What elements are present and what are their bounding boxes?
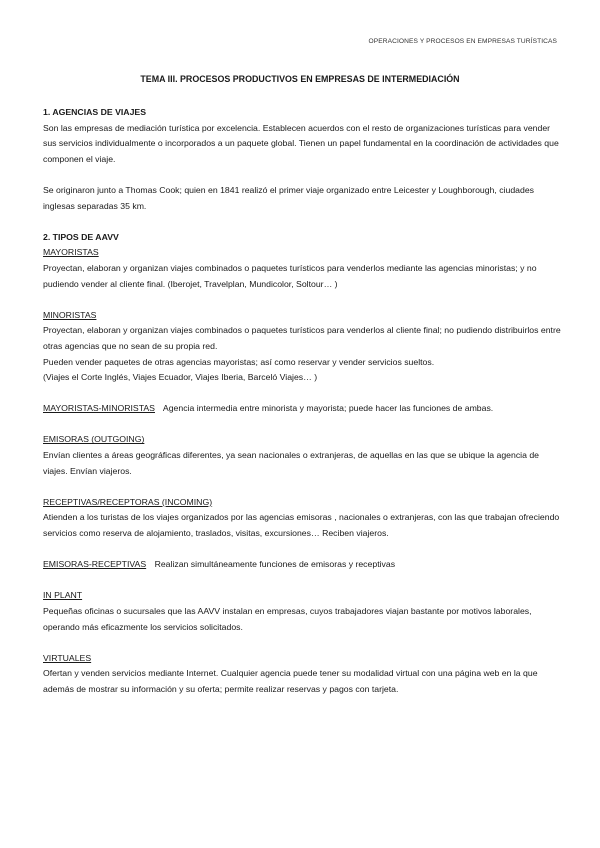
text-emisoras: Envían clientes a áreas geográficas diferentes, ya sean nacionales o extranjeras, de aquellas en las que se ubique la agencia de viajes. Envían viajeros. bbox=[43, 450, 539, 476]
subheading-mayoristas-minoristas: MAYORISTAS-MINORISTAS bbox=[43, 403, 155, 414]
definition-mayoristas-minoristas bbox=[43, 401, 563, 417]
subheading-in-plant: IN PLANT bbox=[43, 590, 83, 601]
text-virtuales: Ofertan y venden servicios mediante Internet. Cualquier agencia puede tener su modalidad virtual con una página web en la que además de mostrar su información y su oferta; permite realizar reservas y pagos con tarjeta. bbox=[43, 668, 538, 694]
section-heading-tipos: 2. TIPOS DE AAVV bbox=[43, 231, 119, 242]
text-receptivas: Atienden a los turistas de los viajes organizados por las agencias emisoras , nacionales o extranjeras, con las que trabajan ofreciendo servicios como reserva de alojamiento, traslados, visitas, excursiones… Reciben viajeros. bbox=[43, 512, 560, 539]
paragraph-definition: Son las empresas de mediación turística por excelencia. Establecen acuerdos con el resto de organizaciones turísticas para vender sus servicios individualmente o incorporados a un paquete global. Tienen un papel fundamental en la coordinación de actividades que componen el viaje. bbox=[43, 122, 559, 164]
subheading-emisoras: EMISORAS (OUTGOING) bbox=[43, 434, 145, 445]
subheading-receptivas: RECEPTIVAS/RECEPTORAS (INCOMING) bbox=[43, 496, 213, 507]
section-heading-agencias: 1. AGENCIAS DE VIAJES bbox=[43, 107, 146, 117]
paragraph-origin: Se originaron junto a Thomas Cook; quien en 1841 realizó el primer viaje organizado entre Leicester y Loughborough, ciudades inglesas separadas 35 km. bbox=[43, 184, 534, 211]
text-emisoras-receptivas: Realizan simultáneamente funciones de emisoras y receptivas bbox=[154, 559, 396, 570]
document-body bbox=[43, 105, 563, 698]
text-mayoristas: Proyectan, elaboran y organizan viajes combinados o paquetes turísticos para venderlos mediante las agencias minoristas; y no pudiendo vender al cliente final. (Iberojet, Travelplan, Mundicolor, Soltour… ) bbox=[43, 262, 537, 289]
text-minoristas-3: (Viajes el Corte Inglés, Viajes Ecuador, Viajes Iberia, Barceló Viajes… ) bbox=[43, 372, 318, 383]
subheading-minoristas: MINORISTAS bbox=[43, 309, 97, 320]
subheading-mayoristas: MAYORISTAS bbox=[43, 247, 99, 258]
text-in-plant: Pequeñas oficinas o sucursales que las AAVV instalan en empresas, cuyos trabajadores viajan bastante por motivos laborales, operando más eficazmente los servicios solicitados. bbox=[43, 606, 532, 632]
document-title: TEMA III. PROCESOS PRODUCTIVOS EN EMPRESAS DE INTERMEDIACIÓN bbox=[140, 74, 460, 84]
text-minoristas-1: Proyectan, elaboran y organizan viajes combinados o paquetes turísticos para venderlos al cliente final; no pudiendo distribuirlos entre otras agencias que no sean de su propia red. bbox=[43, 325, 561, 351]
subheading-emisoras-receptivas: EMISORAS-RECEPTIVAS bbox=[43, 559, 147, 570]
text-mayoristas-minoristas: Agencia intermedia entre minorista y mayorista; puede hacer las funciones de ambas. bbox=[162, 403, 494, 414]
running-header: OPERACIONES Y PROCESOS EN EMPRESAS TURÍSTICAS bbox=[368, 38, 557, 45]
text-minoristas-2: Pueden vender paquetes de otras agencias mayoristas; así como reservar y vender servicios sueltos. bbox=[43, 356, 435, 367]
definition-emisoras-receptivas bbox=[43, 557, 563, 573]
subheading-virtuales: VIRTUALES bbox=[43, 652, 92, 663]
